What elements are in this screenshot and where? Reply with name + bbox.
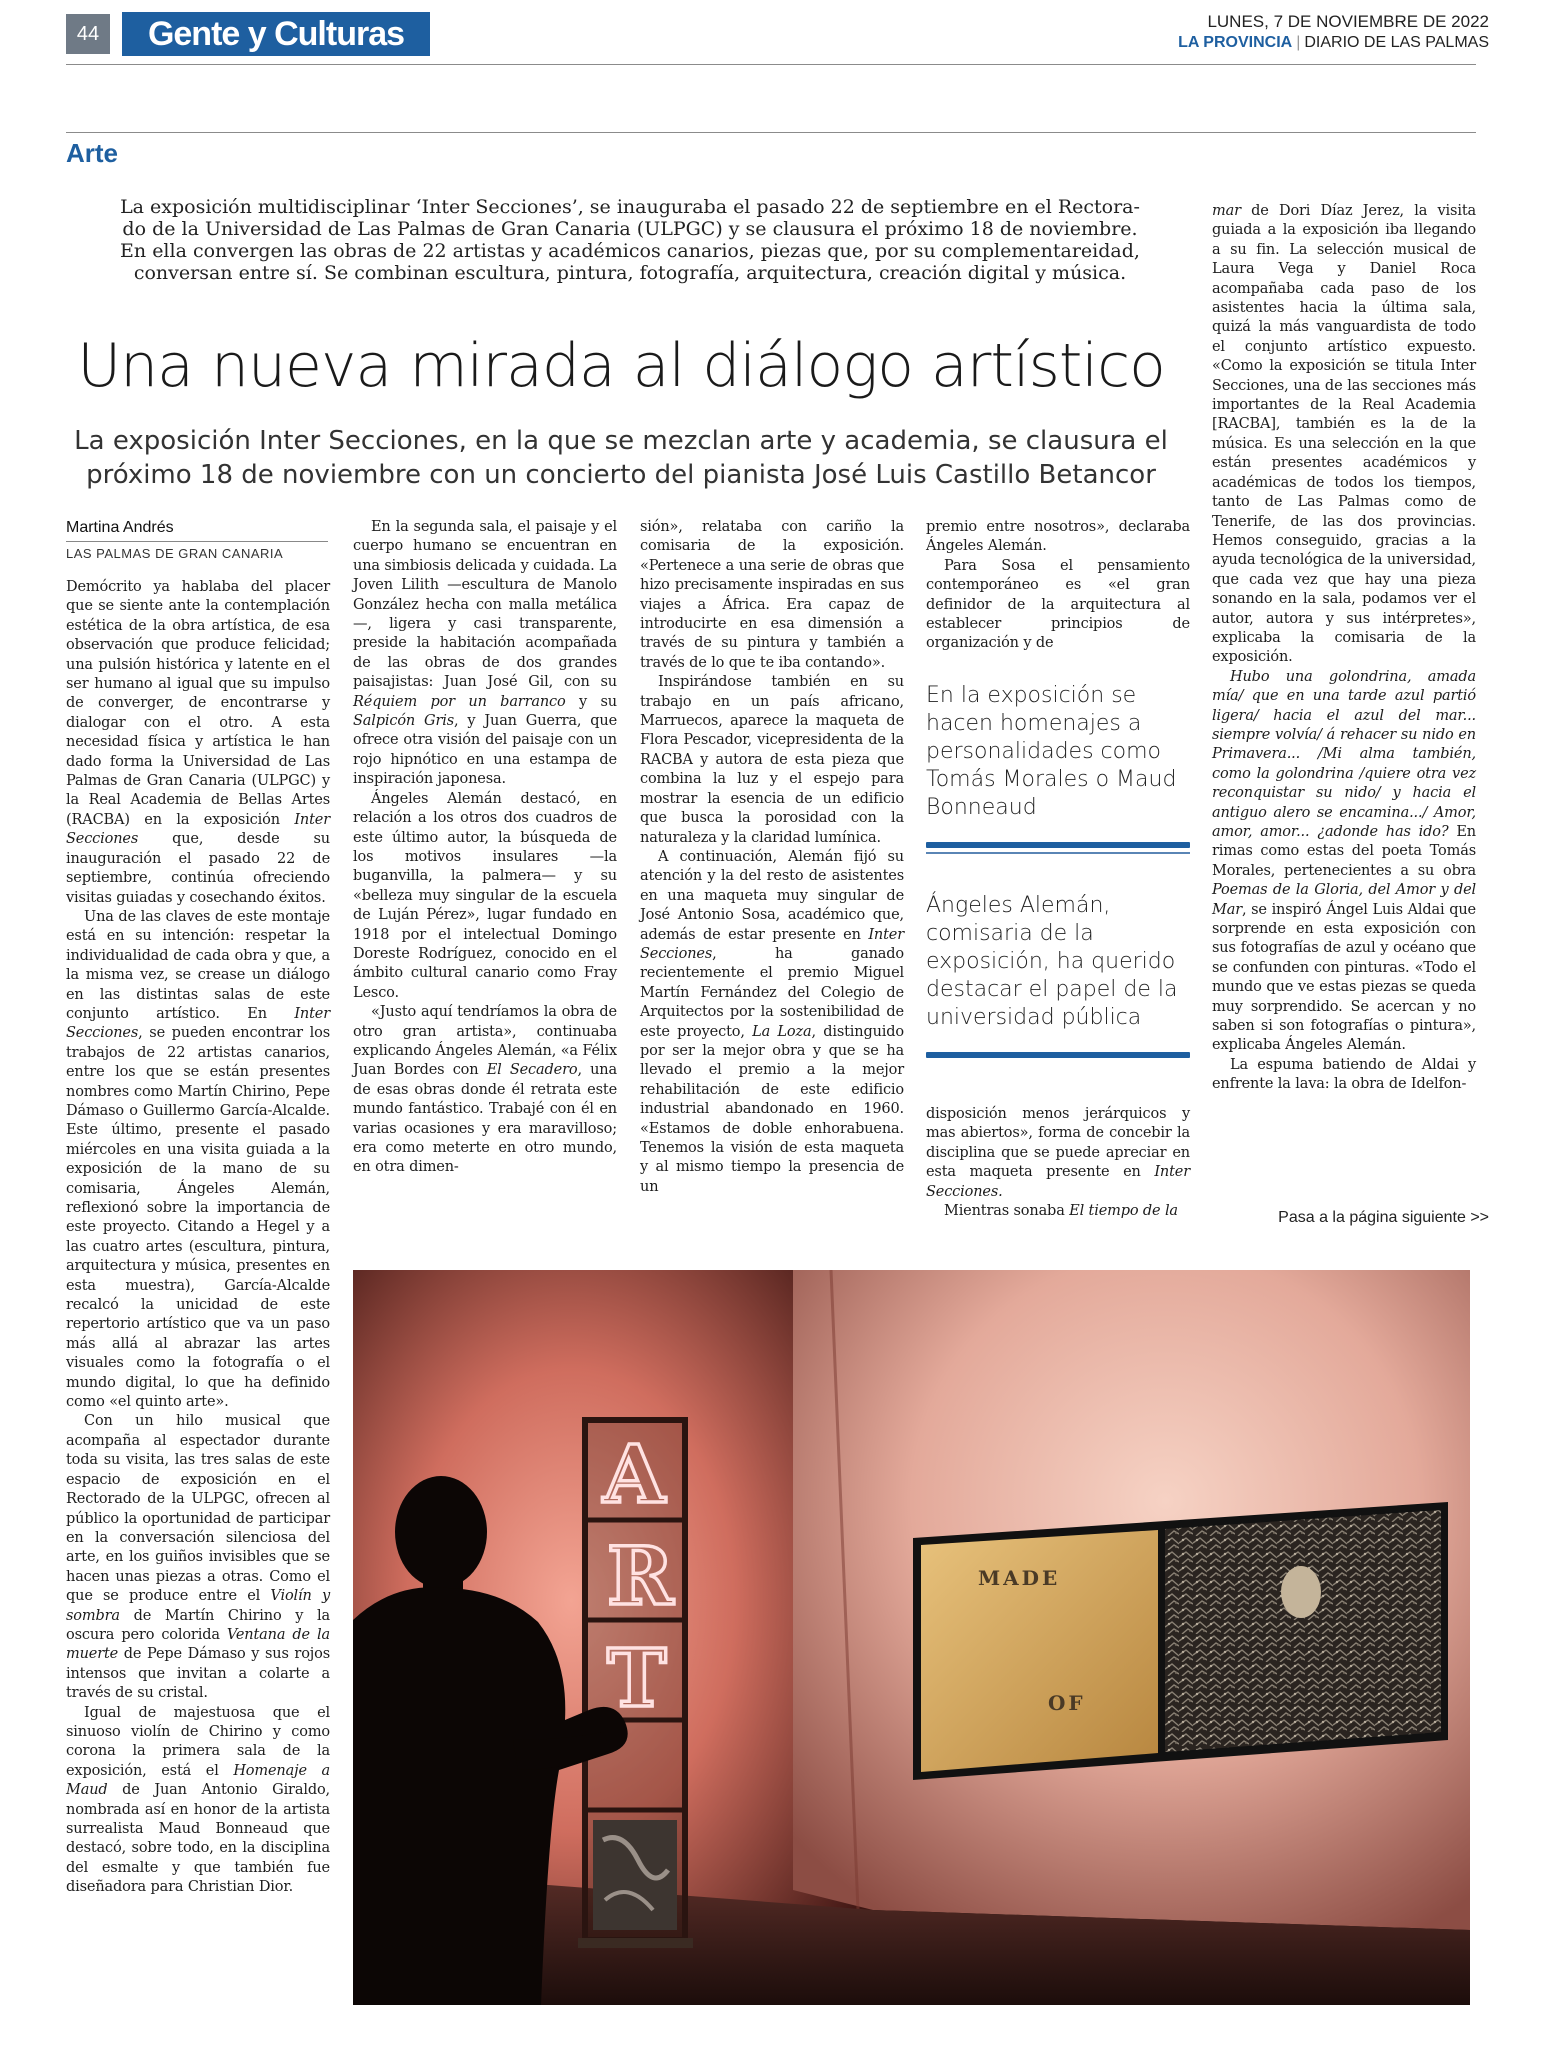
page-number: 44 — [66, 14, 110, 54]
header-rule — [66, 64, 1476, 65]
article-column-1: Demócrito ya hablaba del placer que se siente ante la contemplación estética de la obra artística, de esa observación que produce felicidad; una pulsión histórica y latente en el ser humano al igual que su impulso de converger, de encontrarse y dialogar con el otro. A esta necesidad física y artística le han dado forma la Universidad de Las Palmas de Gran Canaria (ULPGC) y la Real Academia de Bellas Artes (RACBA) en la exposición Inter Secciones que, desde su inauguración el pasado 22 de septiembre, continúa ofreciendo visitas guiadas y cosechando éxitos. Una de las claves de este montaje está en su intención: respetar la individualidad de cada obra y que, a la misma vez, se crease un diálogo en las distintas salas de este conjunto artístico. En Inter Secciones, se pueden encontrar los trabajos de 22 artistas canarios, entre los que se están presentes nombres como Martín Chirino, Pepe Dámaso o Guillermo García-Alcalde. Este último, presente el pasado miércoles en una visita guiada a la exposición de la mano de su comisaria, Ángeles Alemán, reflexionó sobre la importancia de este proyecto. Citando a Hegel y a las cuatro artes (escultura, pintura, arquitectura y música, presentes en esta muestra), García-Alcalde recalcó la unicidad de este repertorio artístico que va un paso más allá al abrazar las artes visuales como la fotografía o el mundo digital, lo que ha definido como «el quinto arte». Con un hilo musical que acompaña al espectador durante toda su visita, las tres salas de este espacio de exposición en el Rectorado de la ULPGC, ofrecen al público la oportunidad de participar en la conversación silenciosa del arte, en los guiños invisibles que se hacen unas piezas a otras. Como el que se produce entre el Violín y sombra de Martín Chirino y la oscura pero colorida Ventana de la muerte de Pepe Dámaso y sus rojos intensos que invitan a colarte a través de su cristal. Igual de majestuosa que el sinuoso violín de Chirino y como corona la primera sala de la exposición, está el Homenaje a Maud de Juan Antonio Giraldo, nombrada así en honor de la artista surrealista Maud Bonneaud que destacó, sobre todo, en la disciplina del esmalte y que también fue diseñadora para Christian Dior. — [66, 579, 330, 1896]
article-column-4-bottom: disposición menos jerárquicos y mas abiertos», forma de concebir la disciplina que se puede apreciar en esta maqueta presente en Inter Secciones. Mientras sonaba El tiempo de la — [926, 1106, 1190, 1220]
article-column-3: sión», relataba con cariño la comisaria de la exposición. «Pertenece a una serie de obras que hizo precisamente inspiradas en sus viajes a África. Era capaz de introducirte en esa dimensión a través de su pintura y también a través de lo que te iba contando». Inspirándose también en su trabajo en un país africano, Marruecos, aparece la maqueta de Flora Pescador, vicepresidenta de la RACBA y autora de esta pieza que combina la luz y el espejo para mostrar la esencia de un edificio que busca la porosidad con la naturaleza y la claridad lumínica. A continuación, Alemán fijó su atención y la del resto de asistentes en una maqueta muy singular de José Antonio Sosa, académico que, además de estar presente en Inter Secciones, ha ganado recientemente el premio Miguel Martín Fernández del Colegio de Arquitectos por la sostenibilidad de este proyecto, La Loza, distinguido por ser la mejor obra y que se ha llevado el premio a la mejor rehabilitación de este edificio industrial abandonado en 1960. «Estamos de doble enhorabuena. Tenemos la visión de esta maqueta y al mismo tiempo la presencia de un — [640, 519, 904, 1195]
exhibition-photo — [353, 1270, 1470, 2005]
section-label: Arte — [66, 138, 119, 168]
pull-quote-2: Ángeles Alemán, comisaria de la exposición, ha querido destacar el papel de la universidad pública — [926, 893, 1178, 1030]
issue-date: LUNES, 7 DE NOVIEMBRE DE 2022 — [1207, 12, 1489, 31]
article-column-5: mar de Dori Díaz Jerez, la visita guiada a la exposición iba llegando a su fin. La selección musical de Laura Vega y Daniel Roca acompañaba cada paso de los asistentes hacia la última sala, quizá la más vanguardista de todo el conjunto artístico expuesto. «Como la exposición se titula Inter Secciones, una de las secciones más importantes de la Real Academia [RACBA], también es la de la música. Es una selección en la que están presentes académicos y académicas de todos los tiempos, tanto de Las Palmas como de Tenerife, de las dos provincias. Hemos conseguido, gracias a la ayuda tecnológica de la universidad, que cada vez que hay una pieza sonando en la sala, podamos ver el autor, autora y sus intérpretes», explicaba la comisaria de la exposición. Hubo una golondrina, amada mía/ que en una tarde azul partió ligera/ hacia el azul del mar... siempre volvía/ á rehacer su nido en Primavera... /Mi alma también, como la golondrina /quiere otra vez reconquistar su nido/ y hacia el antiguo alero se encamina.../ Amor, amor, amor... ¿adonde has ido? En rimas como estas del poeta Tomás Morales, pertenecientes a su obra Poemas de la Gloria, del Amor y del Mar, se inspiró Ángel Luis Aldai que sorprende en esta exposición con sus fotografías de azul y océano que se confunden con pinturas. «Todo el mundo que ve estas piezas se queda muy sorprendido. Se acercan y no saben si son fotografías o pintura», explicaba Ángeles Alemán. La espuma batiendo de Aldai y enfrente la lava: la obra de Idelfon- — [1212, 203, 1476, 1093]
neon-letter-a: A — [603, 1427, 666, 1521]
lead-line: do de la Universidad de Las Palmas de Gran Canaria (ULPGC) y se clausura el próximo 18 de noviembre. — [122, 218, 1138, 240]
pull-quote-rule-thin — [926, 852, 1190, 854]
lead-paragraph — [100, 196, 1160, 284]
pull-quote-1: En la exposición se hacen homenajes a personalidades como Tomás Morales o Maud Bonneaud — [926, 683, 1177, 820]
pull-quote-rule — [926, 842, 1190, 848]
article-column-2: En la segunda sala, el paisaje y el cuerpo humano se encuentran en una simbiosis delicada y cuidada. La Joven Lilith —escultura de Manolo González hecha con malla metálica—, ligera y casi transparente, preside la habitación acompañada de las obras de dos grandes paisajistas: Juan José Gil, con su Réquiem por un barranco y su Salpicón Gris, y Juan Guerra, que ofrece otra visión del paisaje con un rojo hipnótico en una estampa de inspiración japonesa. Ángeles Alemán destacó, en relación a los otros dos cuadros de este último autor, la búsqueda de los motivos insulares —la buganvilla, la palmera— y su «belleza muy singular de la escuela de Luján Pérez», lugar fundado en 1918 por el intelectual Domingo Doreste Rodríguez, conocido en el ámbito cultural canario como Fray Lesco. «Justo aquí tendríamos la obra de otro gran artista», continuaba explicando Ángeles Alemán, «a Félix Juan Bordes con El Secadero, una de esas obras donde él retrata este mundo fantástico. Trabajé con él en varias ocasiones y era maravilloso; era como meterte en otro mundo, en otra dimen- — [353, 519, 617, 1176]
byline-rule — [66, 541, 328, 542]
dateline-place: LAS PALMAS DE GRAN CANARIA — [66, 546, 284, 561]
pull-quote-rule — [926, 1052, 1190, 1058]
section-rule — [66, 132, 1476, 133]
lead-line: La exposición multidisciplinar ‘Inter Secciones’, se inauguraba el pasado 22 de septiembre en el Rectora- — [120, 196, 1140, 218]
article-column-4-top: premio entre nosotros», declaraba Ángeles Alemán. Para Sosa el pensamiento contemporáneo es «el gran definidor de la arquitectura al establecer principios de organización y de — [926, 519, 1190, 652]
subheadline — [66, 424, 1176, 492]
lead-line: conversan entre sí. Se combinan escultura, pintura, fotografía, arquitectura, creación digital y música. — [133, 262, 1127, 284]
continued-on-next-page: Pasa a la página siguiente >> — [1278, 1209, 1489, 1226]
painting-text-of: OF — [1048, 1691, 1086, 1715]
painting-text-made: MADE — [978, 1566, 1061, 1590]
publication: LA PROVINCIA | DIARIO DE LAS PALMAS — [1178, 34, 1489, 51]
exhibition-photo-illustration — [353, 1270, 1470, 2005]
subheadline-line: próximo 18 de noviembre con un concierto del pianista José Luis Castillo Betancor — [86, 460, 1156, 490]
headline: Una nueva mirada al diálogo artístico — [77, 331, 1165, 401]
neon-letter-t: T — [607, 1631, 667, 1725]
author-name: Martina Andrés — [66, 519, 174, 536]
publication-name: DIARIO DE LAS PALMAS — [1304, 34, 1489, 51]
framed-painting — [913, 1502, 1448, 1780]
subheadline-line: La exposición Inter Secciones, en la que se mezclan arte y academia, se clausura el — [74, 426, 1168, 456]
publication-brand: LA PROVINCIA — [1178, 34, 1293, 51]
neon-letter-r: R — [607, 1529, 674, 1623]
section-title: Gente y Culturas — [122, 12, 430, 56]
lead-line: En ella convergen las obras de 22 artistas y académicos canarios, piezas que, por su complementareidad, — [120, 240, 1140, 262]
